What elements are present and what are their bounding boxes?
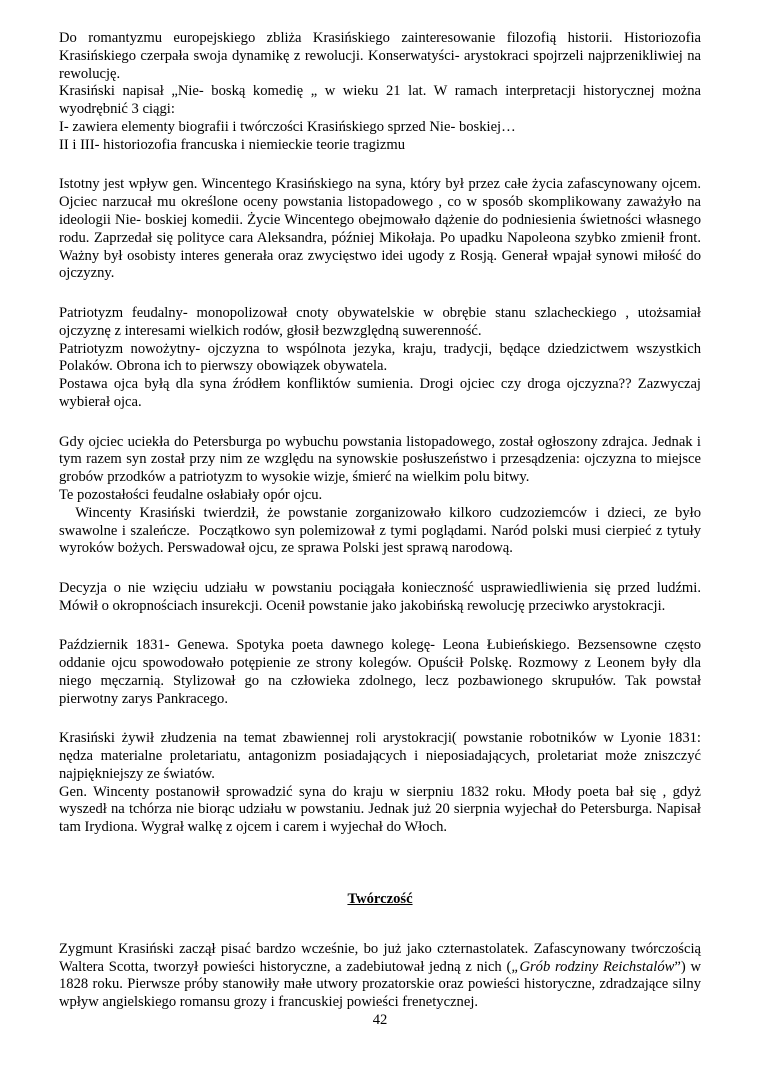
paragraph: II i III- historiozofia francuska i niemieckie teorie tragizmu xyxy=(59,136,406,153)
document-page xyxy=(59,30,705,1012)
paragraph: Gdy ojciec uciekła do Petersburga po wybuchu powstania listopadowego, został ogłoszony zdrajca. Jednak i tym razem syn został przy nim ze względu na synowskie posłuszeństwo i przesądzenia: ojczyzna to miejsce grobów przodków a patriotyzm to wysokie wizje, śmierć na wielkim polu bitwy. xyxy=(59,433,701,486)
text-segment: Zygmunt Krasiński zaczął pisać bardzo wcześnie, bo już jako czternastolatek. Zafascynowany twórczością Waltera Scotta, tworzył powieści historyczne, a zadebiutował jedną z nich ( xyxy=(59,940,701,975)
paragraph: I- zawiera elementy biografii i twórczości Krasińskiego sprzed Nie- boskiej… xyxy=(59,118,516,135)
section-patriotism xyxy=(59,305,701,412)
paragraph: Postawa ojca byłą dla syna źródłem konfliktów sumienia. Drogi ojciec czy droga ojczyzna?? Zazwyczaj wybierał ojca. xyxy=(59,376,701,410)
section-father-influence xyxy=(59,176,701,283)
section-geneva xyxy=(59,637,701,708)
section-uprising xyxy=(59,433,705,559)
section-decision xyxy=(59,580,701,616)
section-romanticism xyxy=(59,30,701,155)
paragraph: Do romantyzmu europejskiego zbliża Krasińskiego zainteresowanie filozofią historii. Historiozofia Krasińskiego czerpała swoja dynamikę z rewolucji. Konserwatyści- arystokraci spojrzeli najprzenikliwiej na rewolucję. xyxy=(59,30,701,82)
paragraph: Gen. Wincenty postanowił sprowadzić syna do kraju w sierpniu 1832 roku. Młody poeta bał się , gdyż wyszedł na tchórza nie biorąc udziału w powstaniu. Jednak już 20 sierpnia wyjechał do Petersburga. Napisał tam Irydiona. Wygrał walkę z ojcem i carem i wyjechał do Włoch. xyxy=(59,783,701,836)
paragraph: Wincenty Krasiński twierdził, że powstanie zorganizowało kilkoro cudzoziemców i dzieci, ze było swawolne i szaleńcze. Początkowo syn polemizował z tymi poglądami. Naród polski musi cierpieć z tytuły wyroków bożych. Perswadował ojcu, ze sprawa Polski jest sprawą narodową. xyxy=(59,504,705,557)
text-segment: ”) w 1828 roku. Pierwsze próby stanowiły małe utwory prozatorskie oraz powieści historyczne, zdradzające silny wpływ angielskiego romansu grozy i francuskiej powieści frenetycznej. xyxy=(59,958,701,1011)
page-number: 42 xyxy=(372,1012,388,1028)
paragraph: Patriotyzm nowożytny- ojczyzna to wspólnota jezyka, kraju, tradycji, będące dziedzictwem wszystkich Polaków. Obrona ich to pierwszy obowiązek obywatela. xyxy=(59,340,701,375)
section-aristocracy xyxy=(59,730,701,837)
paragraph: Październik 1831- Genewa. Spotyka poeta dawnego kolegę- Leona Łubieńskiego. Bezsensowne często oddanie ojcu spowodowało potępienie ze strony kolegów. Opuścił Polskę. Rozmowy z Leonem były dla niego męczarnią. Stylizował go na człowieka zdolnego, lecz pozbawionego skrupułów. Tak powstał pierwotny zarys Pankracego. xyxy=(59,637,701,707)
book-title: „Grób rodziny Reichstalów xyxy=(511,958,675,975)
paragraph: Istotny jest wpływ gen. Wincentego Krasińskiego na syna, który był przez całe życia zafascynowany ojcem. Ojciec narzucał mu określone oceny powstania listopadowego , co w sposób skomplikowany zaważyło na ideologii Nie- boskiej komedii. Życie Wincentego obejmowało dążenie do podniesienia świetności własnego rodu. Zaprzedał się polityce cara Aleksandra, później Mikołaja. Po upadku Napoleona szybko zmienił front. Ważny był osobisty interes generała oraz zwycięstwo idei ugody z Rosją. Generał wpajał synowi miłość do ojczyzny. xyxy=(59,176,701,282)
paragraph: Te pozostałości feudalne osłabiały opór ojcu. xyxy=(59,486,323,503)
paragraph: Krasiński napisał „Nie- boską komedię „ w wieku 21 lat. W ramach interpretacji historycznej można wyodrębnić 3 ciągi: xyxy=(59,83,701,118)
paragraph: Krasiński żywił złudzenia na temat zbawiennej roli arystokracji( powstanie robotników w Lyonie 1831: nędza materialne proletariatu, antagonizm posiadających i nieposiadających, proletariat może zniszczyć najpiękniejszy ze światów. xyxy=(59,730,701,782)
section-heading: Twórczość xyxy=(347,891,413,908)
paragraph: Decyzja o nie wzięciu udziału w powstaniu pociągała konieczność usprawiedliwienia się przed ludźmi. Mówił o okropnościach insurekcji. Ocenił powstanie jako jakobińską rewolucję przeciwko arystokracji. xyxy=(59,579,701,614)
paragraph-creativity xyxy=(59,941,701,1012)
paragraph: Patriotyzm feudalny- monopolizował cnoty obywatelskie w obrębie stanu szlacheckiego , utożsamiał ojczyznę z interesami wielkich rodów, głosił bezwzględną suwerenność. xyxy=(59,304,701,339)
